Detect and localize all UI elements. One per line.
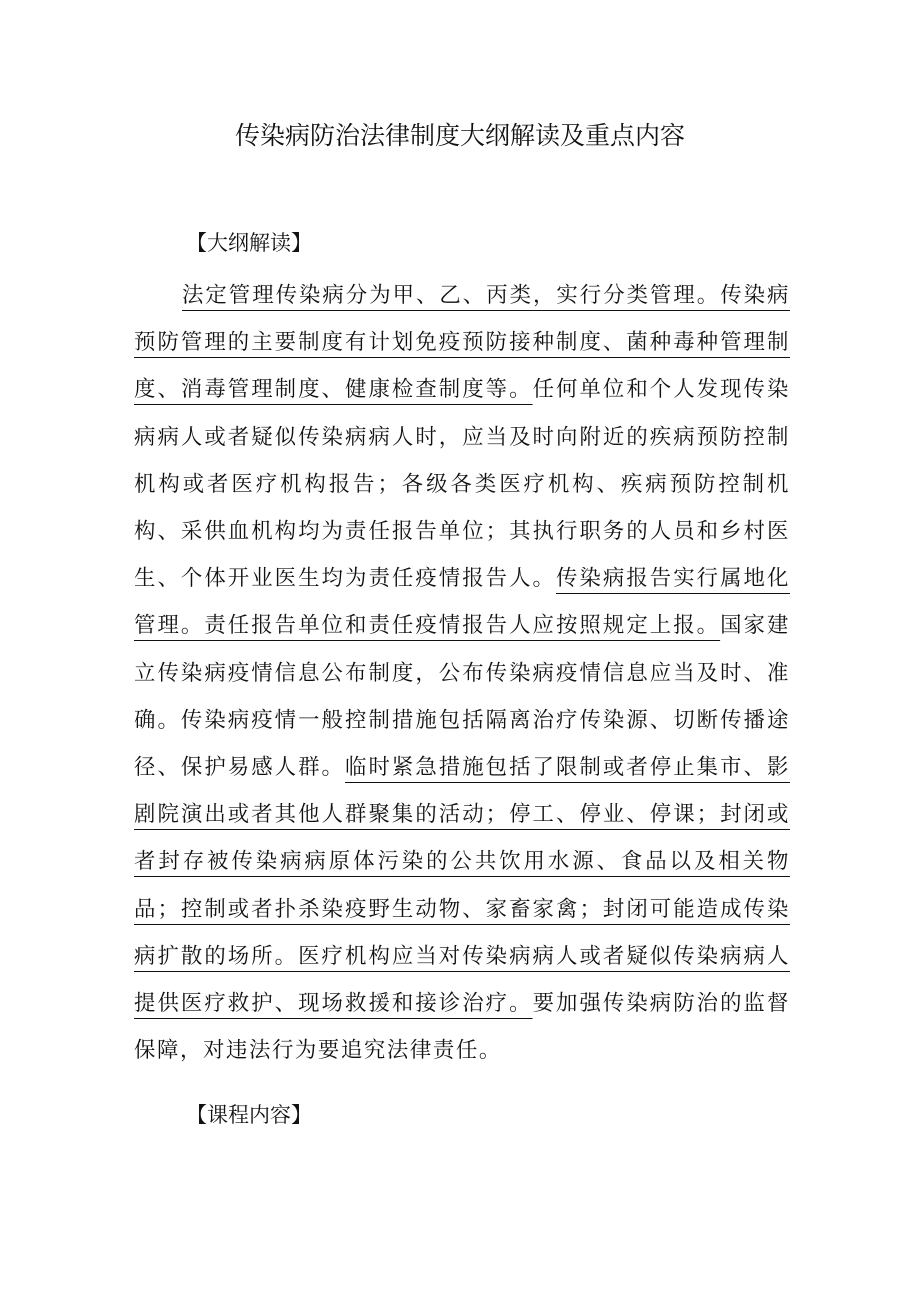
text-segment-underlined: 临时紧急措施包括了限制或者停止集市、影剧院演出或者其他人群聚集的活动；停工、停业、停课；封闭或者封存被传染病病原体污染的公共饮用水源、食品以及相关物品；控制或者扑杀染疫野生动物、家畜家禽；封闭可能造成传染病扩散的场所。医疗机构应当对传染病病人或者疑似传染病病人提供医疗救护、现场救援和接诊治疗。 (134, 755, 790, 1017)
section-heading-content: 【课程内容】 (186, 1103, 312, 1127)
outline-paragraph (134, 272, 790, 1074)
document-title: 传染病防治法律制度大纲解读及重点内容 (234, 121, 685, 150)
text-segment: 要加强传染病防治的监督保障，对违法行为要追究法律责任。 (134, 991, 790, 1064)
text-segment: 任何单位和个人发现传染病病人或者疑似传染病病人时，应当及时向附近的疾病预防控制机构或者医疗机构报告；各级各类医疗机构、疾病预防控制机构、采供血机构均为责任报告单位；其执行职务的人员和乡村医生、个体开业医生均为责任疫情报告人。 (134, 377, 790, 592)
text-segment: 国家建立传染病疫情信息公布制度，公布传染病疫情信息应当及时、准确。传染病疫情一般控制措施包括隔离治疗传染源、切断传播途径、保护易感人群。 (134, 613, 790, 781)
text-segment-underlined: 法定管理传染病分为甲、乙、丙类，实行分类管理。传染病预防管理的主要制度有计划免疫预防接种制度、菌种毒种管理制度、消毒管理制度、健康检查制度等。 (134, 283, 790, 403)
text-segment-underlined: 传染病报告实行属地化管理。责任报告单位和责任疫情报告人应按照规定上报。 (134, 566, 790, 639)
section-heading-outline: 【大纲解读】 (186, 231, 312, 255)
